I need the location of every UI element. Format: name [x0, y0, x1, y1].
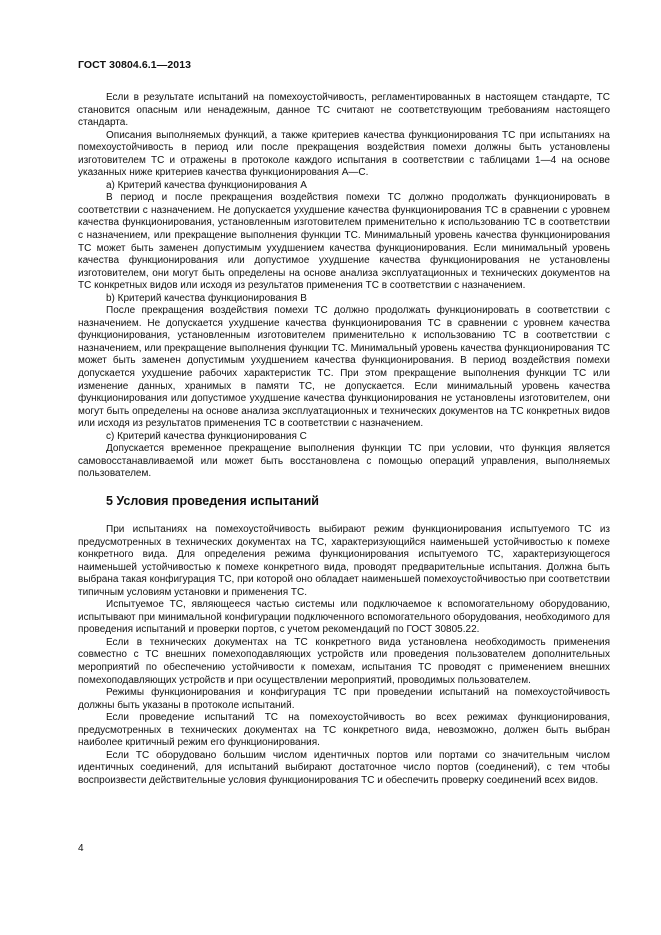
section-title: 5 Условия проведения испытаний — [106, 493, 319, 508]
document-body — [78, 92, 610, 787]
paragraph: Если в результате испытаний на помехоустойчивость, регламентированных в настоящем стандарте, ТС становится опасным или ненадежным, данное ТС считают не соответствующим требованиям настоящего стандарта. — [78, 92, 610, 129]
paragraph: Допускается временное прекращение выполнения функции ТС при условии, что функция является самовосстанавливаемой или может быть восстановлена с помощью операций управления, выполняемых пользователем. — [78, 443, 610, 480]
paragraph: Описания выполняемых функций, а также критериев качества функционирования ТС при испытаниях на помехоустойчивость в период или после прекращения воздействия помехи должны быть установлены изготовителем ТС и отражены в протоколе каждого испытания в соответствии с таблицами 1—4 на основе указанных ниже критериев качества функционирования А—С. — [78, 129, 610, 179]
paragraph: В период и после прекращения воздействия помехи ТС должно продолжать функционировать в соответствии с назначением. Не допускается ухудшение качества функционирования ТС в сравнении с уровнем качества функционирования, установленным изготовителем применительно к использованию ТС в соответствии с назначением, или прекращение выполнения функции ТС. Минимальный уровень качества функционирования ТС может быть заменен допустимым ухудшением качества функционирования. Если минимальный уровень качества функционирования или допустимое ухудшение качества функционирования не установлены изготовителем, они могут быть определены на основе анализа эксплуатационных и технических документов на ТС конкретных видов или исходя из результатов применения ТС в соответствии с назначением. — [78, 192, 610, 292]
paragraph: Если проведение испытаний ТС на помехоустойчивость во всех режимах функционирования, предусмотренных в технических документах на ТС конкретного вида, невозможно, должен быть выбран наиболее критичный режим его функционирования. — [78, 712, 610, 749]
paragraph: После прекращения воздействия помехи ТС должно продолжать функционировать в соответствии с назначением. Не допускается ухудшение качества функционирования ТС в сравнении с уровнем качества функционирования, установленным изготовителем применительно к использованию ТС в соответствии с назначением, или прекращение выполнения функции ТС. Минимальный уровень качества функционирования ТС может быть заменен допустимым ухудшением качества функционирования. В период воздействия помехи допускается ухудшение рабочих характеристик ТС. При этом прекращение выполнения функции ТС или изменение данных, хранимых в памяти ТС, не допускается. Если минимальный уровень качества функционирования или допустимое ухудшение качества функционирования не установлены изготовителем, они могут быть определены на основе анализа эксплуатационных и технических документов на ТС конкретных видов или исходя из результатов применения ТС в соответствии с назначением. — [78, 305, 610, 430]
criterion-heading-a: а) Критерий качества функционирования А — [106, 179, 307, 191]
criterion-heading-b: b) Критерий качества функционирования В — [106, 292, 307, 304]
page-number: 4 — [78, 843, 84, 854]
paragraph: Режимы функционирования и конфигурация ТС при проведении испытаний на помехоустойчивость должны быть указаны в протоколе испытаний. — [78, 687, 610, 711]
paragraph: Если в технических документах на ТС конкретного вида установлена необходимость применения совместно с ТС внешних помехоподавляющих устройств или проведения пользователем дополнительных мероприятий по обеспечению устойчивости к помехам, испытания ТС проводят с применением внешних помехоподавляющих устройств и при осуществлении мероприятий, проводимых пользователем. — [78, 636, 610, 686]
paragraph: Если ТС оборудовано большим числом идентичных портов или портами со значительным числом идентичных соединений, для испытаний выбирают достаточное число портов (соединений), с тем чтобы воспроизвести действительные условия функционирования ТС и обеспечить проверку соединений всех видов. — [78, 749, 610, 786]
paragraph: При испытаниях на помехоустойчивость выбирают режим функционирования испытуемого ТС из предусмотренных в технических документах на ТС, характеризующийся наименьшей устойчивостью к помехе конкретного вида. Для определения режима функционирования испытуемого ТС, характеризующегося наименьшей устойчивостью к помехе конкретного вида, проводят предварительные испытания. Должна быть выбрана такая конфигурация ТС, при которой оно обладает наименьшей помехоустойчивостью при соответствии типичным условиям установки и применения ТС. — [78, 523, 610, 598]
document-header: ГОСТ 30804.6.1—2013 — [78, 59, 192, 71]
criterion-heading-c: с) Критерий качества функционирования С — [106, 430, 307, 442]
paragraph: Испытуемое ТС, являющееся частью системы или подключаемое к вспомогательному оборудованию, испытывают при минимальной конфигурации подключенного вспомогательного оборудования, необходимого для проведения испытаний и проверки портов, с учетом рекомендаций по ГОСТ 30805.22. — [78, 599, 610, 636]
